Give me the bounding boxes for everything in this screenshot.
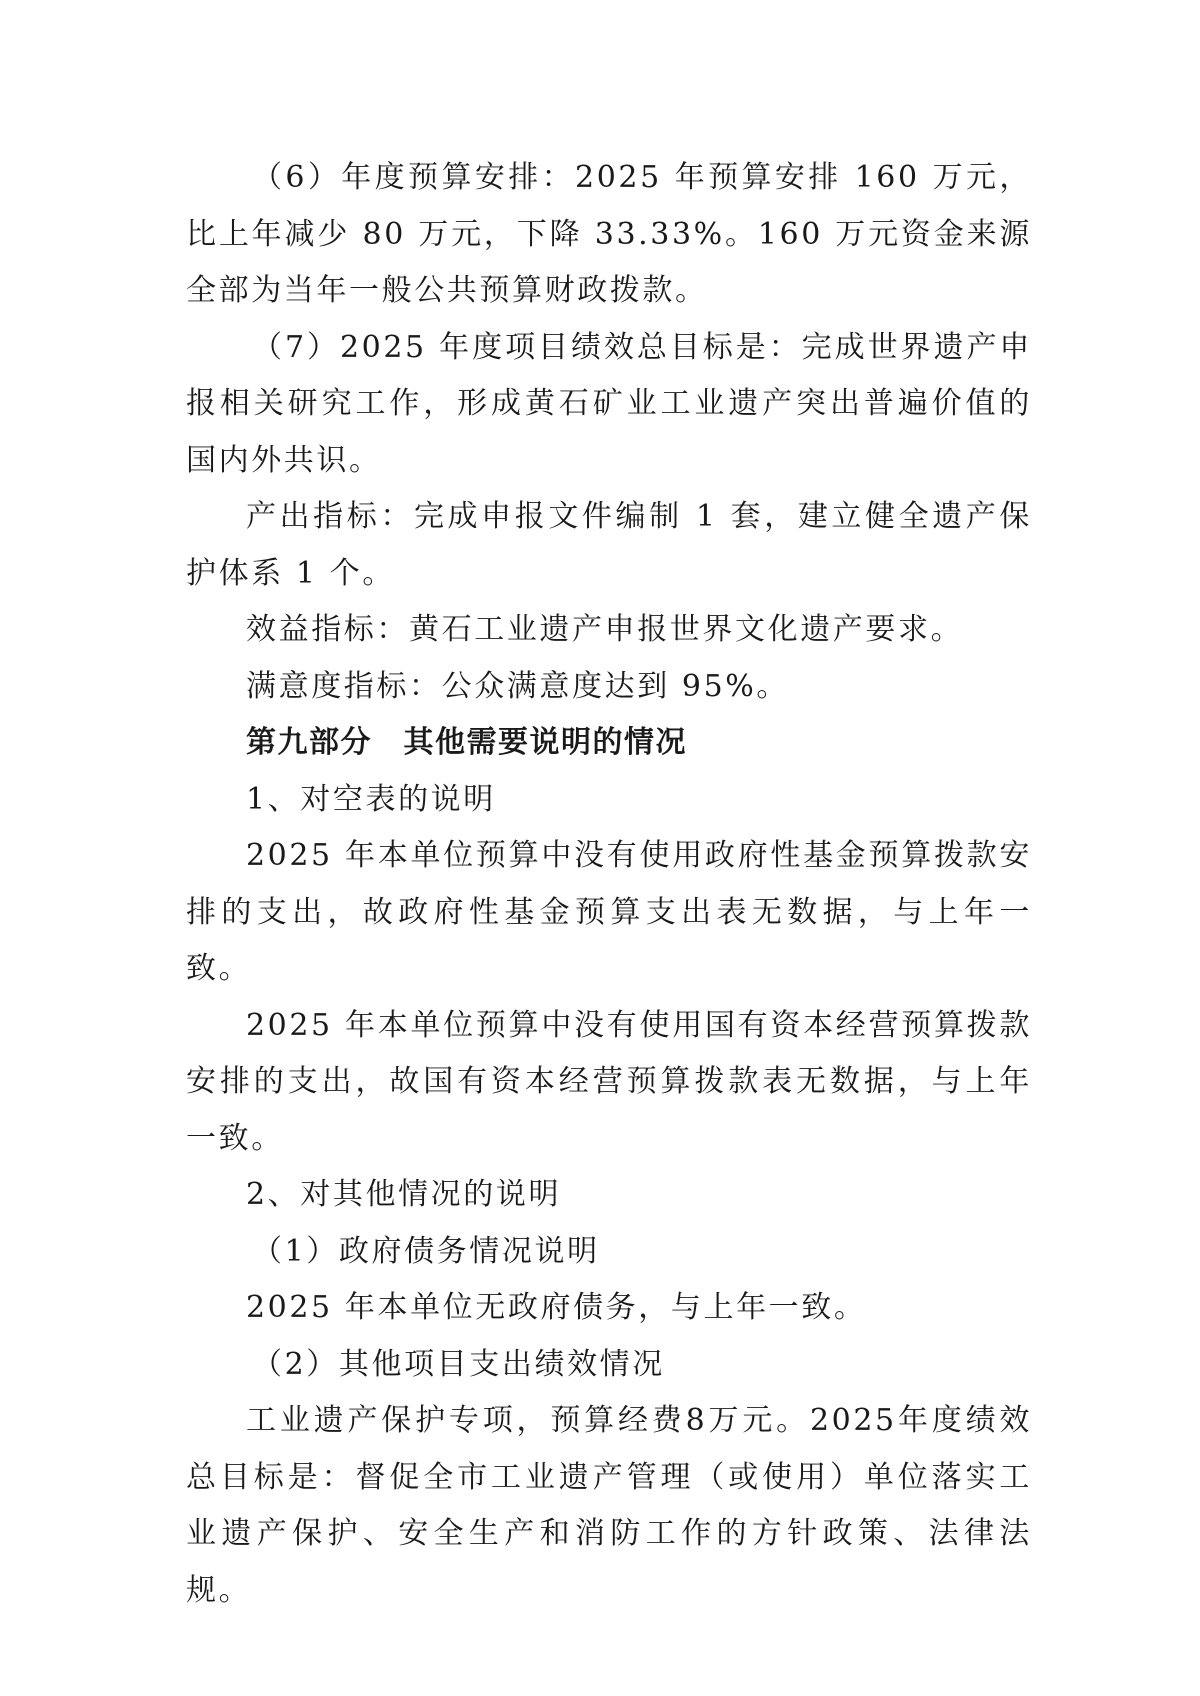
benefit-indicator-paragraph: 效益指标：黄石工业遗产申报世界文化遗产要求。 [246, 612, 964, 647]
heritage-protection-paragraph: 工业遗产保护专项，预算经费8万元。2025年度绩效总目标是：督促全市工业遗产管理（或使用）单位落实工业遗产保护、安全生产和消防工作的方针政策、法律法规。 [186, 1403, 1032, 1608]
satisfaction-indicator-paragraph: 满意度指标：公众满意度达到 95%。 [246, 668, 790, 704]
output-indicator-paragraph: 产出指标：完成申报文件编制 1 套，建立健全遗产保护体系 1 个。 [186, 499, 1032, 591]
performance-goal-paragraph: （7）2025 年度项目绩效总目标是：完成世界遗产申报相关研究工作，形成黄石矿业工业遗产突出普遍价值的国内外共识。 [186, 329, 1032, 478]
other-project-subheading: （2）其他项目支出绩效情况 [252, 1346, 665, 1382]
other-situation-subheading: 2、对其他情况的说明 [246, 1177, 562, 1212]
document-body [186, 150, 1032, 1619]
budget-arrangement-paragraph: （6）年度预算安排：2025 年预算安排 160 万元，比上年减少 80 万元，下降 33.33%。160 万元资金来源全部为当年一般公共预算财政拨款。 [186, 160, 1032, 308]
government-debt-subheading: （1）政府债务情况说明 [252, 1233, 600, 1269]
government-debt-paragraph: 2025 年本单位无政府债务，与上年一致。 [246, 1290, 867, 1325]
section-heading-part-nine: 第九部分 其他需要说明的情况 [246, 725, 687, 760]
government-fund-paragraph: 2025 年本单位预算中没有使用政府性基金预算拨款安排的支出，故政府性基金预算支出表无数据，与上年一致。 [186, 838, 1032, 986]
empty-table-subheading: 1、对空表的说明 [246, 781, 496, 817]
state-capital-paragraph: 2025 年本单位预算中没有使用国有资本经营预算拨款安排的支出，故国有资本经营预算拨款表无数据，与上年一致。 [186, 1007, 1032, 1156]
